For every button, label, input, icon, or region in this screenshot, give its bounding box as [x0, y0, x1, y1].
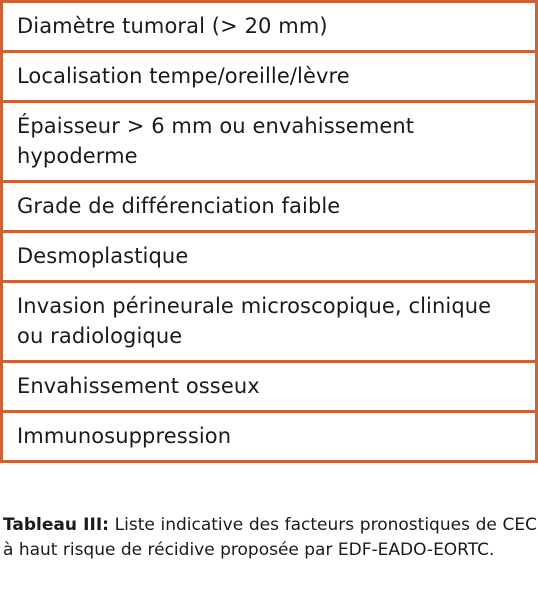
table-row [2, 362, 537, 412]
caption-text: Liste indicative des facteurs pronostiques de CEC à haut risque de récidive proposée par EDF-EADO-EORTC. [3, 515, 538, 560]
table-cell-bone-invasion: Envahissement osseux [2, 362, 537, 412]
table-cell-differentiation-grade: Grade de différenciation faible [2, 182, 537, 232]
table-cell-localisation: Localisation tempe/oreille/lèvre [2, 52, 537, 102]
table-caption [3, 513, 537, 563]
table-row [2, 282, 537, 362]
table-row [2, 2, 537, 52]
table-row [2, 232, 537, 282]
table-row [2, 102, 537, 182]
table-cell-desmoplastic: Desmoplastique [2, 232, 537, 282]
table-row [2, 52, 537, 102]
table-cell-perineural-invasion: Invasion périneurale microscopique, clinique ou radiologique [2, 282, 537, 362]
table-row [2, 412, 537, 462]
caption-label: Tableau III: [3, 515, 109, 535]
table-row [2, 182, 537, 232]
table-cell-immunosuppression: Immunosuppression [2, 412, 537, 462]
table-cell-tumor-diameter: Diamètre tumoral (> 20 mm) [2, 2, 537, 52]
table-cell-thickness: Épaisseur > 6 mm ou envahissement hypoderme [2, 102, 537, 182]
